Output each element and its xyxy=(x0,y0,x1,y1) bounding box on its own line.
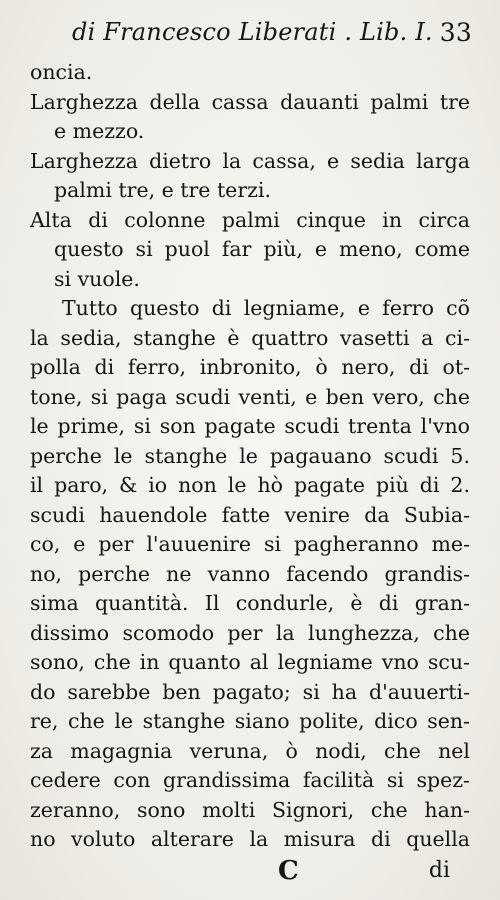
catchword: di xyxy=(428,858,450,883)
text-line: Tutto questo di legniame, e ferro cõ xyxy=(62,296,470,320)
text-line: le prime, si son pagate scudi trenta l'vno xyxy=(30,414,470,438)
text-line: la sedia, stanghe è quattro vasetti a ci- xyxy=(30,325,470,350)
signature-mark: C xyxy=(278,856,299,886)
text-line: tone, si paga scudi venti, e ben vero, che xyxy=(30,384,470,409)
text-line: co, e per l'auuenire si pagheranno me- xyxy=(30,532,470,556)
text-line: Alta di colonne palmi cinque in circa xyxy=(30,207,470,232)
text-line: zeranno, sono molti Signori, che han- xyxy=(30,797,470,822)
text-line: no, perche ne vanno facendo grandis- xyxy=(30,561,470,586)
body-text xyxy=(30,58,470,855)
text-line: palmi tre, e tre terzi. xyxy=(54,178,271,202)
text-line: e mezzo. xyxy=(54,119,145,143)
text-line: questo si puol far più, e meno, come xyxy=(54,237,470,261)
text-line: dissimo scomodo per la lunghezza, che xyxy=(30,620,470,645)
running-head: di Francesco Liberati . Lib. I. xyxy=(72,18,433,46)
text-line: sima quantità. Il condurle, è di gran- xyxy=(30,591,470,615)
text-line: perche le stanghe le pagauano scudi 5. xyxy=(30,443,470,468)
text-line: no voluto alterare la misura di quella xyxy=(30,827,470,851)
page-number: 33 xyxy=(439,18,472,47)
text-line: sono, che in quanto al legniame vno scu- xyxy=(30,650,470,674)
text-line: za magagnia veruna, ò nodi, che nel xyxy=(30,738,470,763)
text-line: cedere con grandissima facilità si spez- xyxy=(30,768,470,792)
text-line: do sarebbe ben pagato; si ha d'auuerti- xyxy=(30,679,470,704)
text-line: Larghezza dietro la cassa, e sedia larga xyxy=(30,148,470,173)
text-line: si vuole. xyxy=(54,266,140,291)
text-line: polla di ferro, inbronito, ò nero, di ot- xyxy=(30,355,470,379)
page-header xyxy=(72,18,472,52)
text-line: il paro, & io non le hò pagate più di 2. xyxy=(30,473,470,497)
text-line: Larghezza della cassa dauanti palmi tre xyxy=(30,89,470,114)
text-line: re, che le stanghe siano polite, dico sen- xyxy=(30,709,470,733)
text-line: oncia. xyxy=(30,60,93,84)
text-line: scudi hauendole fatte venire da Subia- xyxy=(30,502,470,527)
page-footer xyxy=(30,856,470,890)
